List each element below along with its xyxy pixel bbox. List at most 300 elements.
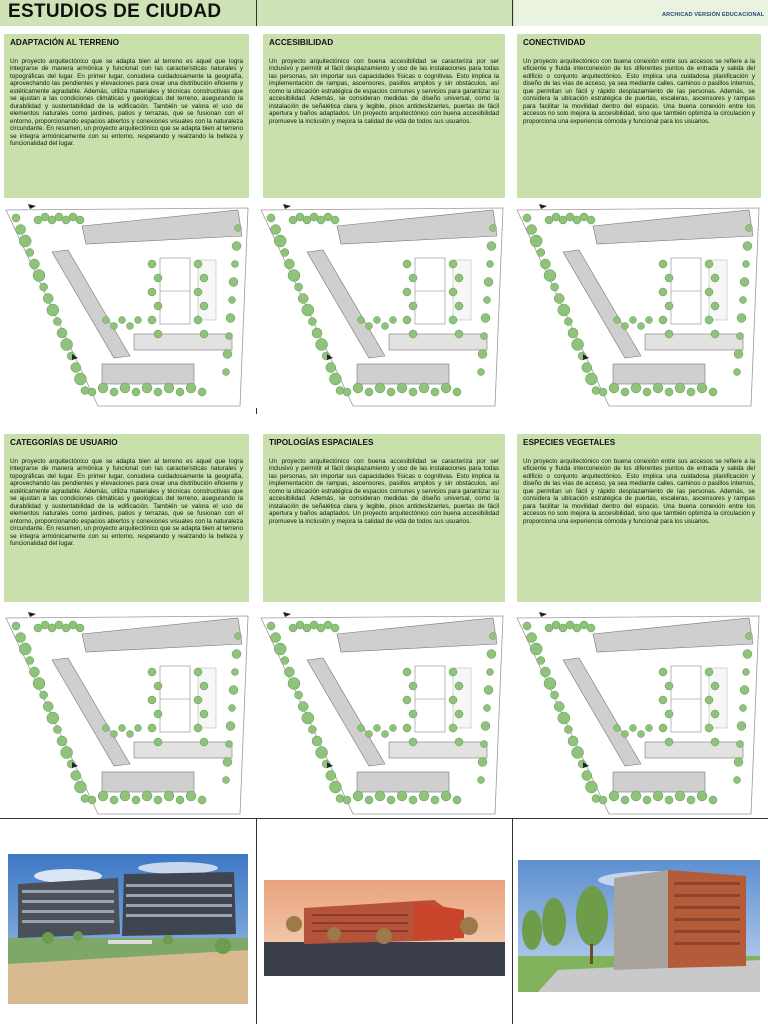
tree-icon	[326, 363, 336, 373]
tree-icon	[194, 316, 202, 324]
tree-icon	[409, 796, 417, 804]
tree-icon	[164, 791, 174, 801]
tree-icon	[554, 702, 564, 712]
site-plan	[2, 200, 252, 410]
tree-icon	[527, 633, 537, 643]
tree-icon	[734, 369, 741, 376]
tree-icon	[74, 781, 86, 793]
tree-icon	[119, 725, 126, 732]
tree-icon	[592, 795, 600, 803]
tree-icon	[16, 225, 26, 235]
tree-icon	[419, 383, 429, 393]
tree-icon	[135, 725, 142, 732]
tree-icon	[312, 328, 322, 338]
building-block	[134, 742, 232, 758]
tree-icon	[419, 791, 429, 801]
site-plan	[257, 200, 507, 410]
tree-icon	[316, 747, 328, 759]
tree-icon	[740, 278, 749, 287]
tree-icon	[336, 387, 344, 395]
tree-icon	[12, 214, 20, 222]
tree-icon	[154, 796, 162, 804]
tree-icon	[308, 726, 316, 734]
panel-title: TIPOLOGÍAS ESPACIALES	[269, 438, 374, 447]
tree-icon	[53, 726, 61, 734]
tree-icon	[33, 678, 45, 690]
tree-icon	[353, 383, 363, 393]
building-block	[102, 364, 194, 384]
tree-icon	[198, 388, 206, 396]
building-block	[134, 334, 232, 350]
tree-icon	[148, 260, 156, 268]
tree-icon	[288, 270, 300, 282]
tree-icon	[403, 288, 411, 296]
tree-icon	[232, 242, 241, 251]
tree-icon	[455, 274, 463, 282]
tree-icon	[186, 383, 196, 393]
tree-icon	[229, 278, 238, 287]
tree-icon	[653, 383, 663, 393]
tree-icon	[198, 796, 206, 804]
building-block	[389, 334, 487, 350]
tree-icon	[737, 333, 744, 340]
site-plan	[257, 608, 507, 818]
north-arrow-icon	[283, 204, 291, 209]
row-divider	[0, 818, 768, 819]
tree-icon	[148, 316, 156, 324]
tree-icon	[329, 373, 341, 385]
panel-title: ADAPTACIÓN AL TERRENO	[10, 38, 120, 47]
tree-icon	[148, 288, 156, 296]
tree-icon	[711, 302, 719, 310]
tree-icon	[630, 317, 637, 324]
tree-icon	[665, 274, 673, 282]
tree-icon	[409, 682, 417, 690]
render-housing-blocks	[8, 854, 248, 1004]
tree-icon	[81, 795, 89, 803]
tree-icon	[631, 383, 641, 393]
panel-accesibilidad	[263, 34, 505, 198]
tree-icon	[441, 383, 451, 393]
building-block	[102, 772, 194, 792]
column-divider	[512, 818, 513, 1024]
tree-icon	[582, 771, 592, 781]
tree-icon	[564, 318, 572, 326]
tree-icon	[223, 758, 232, 767]
tree-icon	[40, 283, 48, 291]
panel-adaptacion	[4, 34, 249, 198]
tree-icon	[343, 796, 351, 804]
tree-icon	[119, 317, 126, 324]
tree-icon	[132, 796, 140, 804]
building-block	[645, 742, 743, 758]
tree-icon	[431, 388, 439, 396]
tree-icon	[409, 388, 417, 396]
tree-icon	[312, 736, 322, 746]
tree-icon	[551, 691, 559, 699]
tree-icon	[631, 791, 641, 801]
tree-icon	[298, 294, 308, 304]
edition-label: ARCHICAD VERSIÓN EDUCACIONAL	[662, 12, 765, 18]
tree-icon	[148, 668, 156, 676]
tree-icon	[329, 781, 341, 793]
tree-icon	[659, 696, 667, 704]
tree-icon	[26, 657, 34, 665]
tree-icon	[587, 216, 595, 224]
tree-icon	[235, 633, 242, 640]
tree-icon	[409, 710, 417, 718]
tree-icon	[646, 317, 653, 324]
tree-icon	[382, 731, 389, 738]
tree-icon	[390, 725, 397, 732]
north-arrow-icon	[539, 612, 547, 617]
tree-icon	[81, 387, 89, 395]
tree-icon	[558, 304, 570, 316]
panel-title: ACCESIBILIDAD	[269, 38, 334, 47]
tree-icon	[403, 696, 411, 704]
render-facade-building	[518, 860, 760, 992]
tree-icon	[271, 633, 281, 643]
tree-icon	[308, 318, 316, 326]
tree-icon	[705, 260, 713, 268]
panel-especies	[517, 434, 761, 602]
tree-icon	[47, 304, 59, 316]
tree-icon	[540, 667, 550, 677]
tree-icon	[481, 741, 488, 748]
tree-icon	[740, 705, 747, 712]
tree-icon	[621, 796, 629, 804]
render-red-building	[264, 880, 505, 976]
tree-icon	[200, 738, 208, 746]
tree-icon	[19, 235, 31, 247]
tree-icon	[200, 274, 208, 282]
tree-icon	[111, 323, 118, 330]
tree-icon	[687, 796, 695, 804]
tree-icon	[675, 383, 685, 393]
tree-icon	[403, 260, 411, 268]
tree-icon	[57, 328, 67, 338]
tree-icon	[382, 323, 389, 330]
tree-icon	[226, 314, 235, 323]
tree-icon	[481, 333, 488, 340]
tree-icon	[643, 796, 651, 804]
tree-icon	[154, 330, 162, 338]
tree-icon	[621, 388, 629, 396]
panel-conectividad	[517, 34, 761, 198]
tree-icon	[453, 388, 461, 396]
tree-icon	[622, 323, 629, 330]
site-plan	[513, 608, 763, 818]
tree-icon	[61, 747, 73, 759]
tree-icon	[76, 624, 84, 632]
tree-icon	[737, 741, 744, 748]
tree-icon	[544, 678, 556, 690]
tree-icon	[455, 330, 463, 338]
tree-icon	[98, 791, 108, 801]
tree-icon	[229, 686, 238, 695]
tree-icon	[403, 724, 411, 732]
tree-icon	[743, 242, 752, 251]
tree-icon	[154, 738, 162, 746]
tree-icon	[387, 388, 395, 396]
tree-icon	[409, 302, 417, 310]
tree-icon	[659, 288, 667, 296]
tree-icon	[326, 771, 336, 781]
tree-icon	[29, 259, 39, 269]
tree-icon	[284, 667, 294, 677]
tree-icon	[455, 682, 463, 690]
tree-icon	[481, 722, 490, 731]
tree-icon	[331, 216, 339, 224]
tree-icon	[57, 736, 67, 746]
tree-icon	[194, 724, 202, 732]
tree-icon	[441, 791, 451, 801]
tree-icon	[343, 388, 351, 396]
tree-icon	[609, 791, 619, 801]
tree-icon	[88, 388, 96, 396]
tree-icon	[630, 725, 637, 732]
tree-icon	[659, 668, 667, 676]
tree-icon	[366, 323, 373, 330]
tree-icon	[61, 339, 73, 351]
tree-icon	[176, 388, 184, 396]
tree-icon	[403, 316, 411, 324]
tree-icon	[487, 261, 494, 268]
tree-icon	[665, 388, 673, 396]
tree-icon	[226, 741, 233, 748]
tree-icon	[705, 696, 713, 704]
tree-icon	[537, 657, 545, 665]
tree-icon	[387, 796, 395, 804]
tree-icon	[705, 316, 713, 324]
tree-icon	[455, 738, 463, 746]
tree-icon	[71, 771, 81, 781]
tree-icon	[274, 643, 286, 655]
tree-icon	[365, 796, 373, 804]
tree-icon	[148, 696, 156, 704]
tree-icon	[737, 722, 746, 731]
tree-icon	[449, 724, 457, 732]
tree-icon	[659, 260, 667, 268]
tree-icon	[484, 297, 491, 304]
tree-icon	[148, 724, 156, 732]
tree-icon	[530, 643, 542, 655]
tree-icon	[643, 388, 651, 396]
tree-icon	[232, 650, 241, 659]
tree-icon	[478, 350, 487, 359]
tree-icon	[734, 777, 741, 784]
tree-icon	[585, 781, 597, 793]
tree-icon	[711, 738, 719, 746]
tree-icon	[43, 702, 53, 712]
tree-icon	[19, 643, 31, 655]
tree-icon	[194, 696, 202, 704]
tree-icon	[74, 373, 86, 385]
tree-icon	[558, 712, 570, 724]
tree-icon	[490, 225, 497, 232]
tree-icon	[638, 323, 645, 330]
tree-icon	[47, 712, 59, 724]
tree-icon	[665, 738, 673, 746]
tree-icon	[449, 696, 457, 704]
tree-icon	[284, 259, 294, 269]
tree-icon	[43, 294, 53, 304]
tree-icon	[659, 724, 667, 732]
tree-icon	[390, 317, 397, 324]
tree-icon	[295, 283, 303, 291]
tree-icon	[622, 731, 629, 738]
tree-icon	[697, 383, 707, 393]
tree-icon	[164, 383, 174, 393]
panel-text: Un proyecto arquitectónico con buena conexión entre sus accesos se refiere a la eficiente y fluida interconexión de los diferentes puntos de entrada y salida del edificio o conjunto arquitectónico. Esto implica una cuidadosa planificación y diseño de las vías de acceso, ya sea mediante calles, caminos o pasillos internos, que permitan un fácil y rápido desplazamiento de las personas. Además, se considera la ubicación estratégica de puertas, escaleras, ascensores y rampas para facilitar la movilidad dentro del espacio. Una buena conexión entre los accesos no solo mejora la accesibilidad, sino que también optimiza la circulación y proporciona una experiencia cómoda y funcional para los usuarios.	[523, 458, 755, 525]
column-divider	[256, 818, 257, 1024]
tree-icon	[154, 302, 162, 310]
tree-icon	[154, 274, 162, 282]
tree-icon	[646, 725, 653, 732]
tree-icon	[374, 725, 381, 732]
tree-icon	[403, 668, 411, 676]
tree-icon	[659, 316, 667, 324]
tree-icon	[288, 678, 300, 690]
panel-text: Un proyecto arquitectónico que se adapta bien al terreno es aquel que logra integrarse de manera armónica y funcional con las características naturales y topográficas del lugar. En primer lugar, considera cuidadosamente la geografía, aprovechando las pendientes y elevaciones para crear una distribución eficiente y estéticamente agradable. Además, utiliza materiales y técnicas constructivas que se ajustan a las condiciones climáticas y geológicas del terreno, asegurando la durabilidad y sustentabilidad de la edificación. También se valora el uso de elementos naturales como jardines, patios y terrazas, que se fusionan con el entorno, proporcionando espacios abiertos y conexiones visuales con la naturaleza circundante. En resumen, un proyecto arquitectónico que se adapta bien al terreno se integra armónicamente con su entorno, respetando y realzando la belleza y funcionalidad del lugar.	[10, 458, 243, 547]
tree-icon	[431, 796, 439, 804]
tree-icon	[16, 633, 26, 643]
tree-icon	[746, 633, 753, 640]
site-plan	[2, 608, 252, 818]
panel-tipologias	[263, 434, 505, 602]
tree-icon	[687, 388, 695, 396]
tree-icon	[176, 796, 184, 804]
tree-icon	[582, 363, 592, 373]
tree-icon	[705, 668, 713, 676]
tree-icon	[142, 383, 152, 393]
tree-icon	[568, 328, 578, 338]
panel-title: ESPECIES VEGETALES	[523, 438, 616, 447]
tree-icon	[572, 339, 584, 351]
tree-icon	[397, 383, 407, 393]
tree-icon	[365, 388, 373, 396]
tree-icon	[200, 302, 208, 310]
tree-icon	[564, 726, 572, 734]
column-divider	[512, 0, 513, 26]
tree-icon	[154, 388, 162, 396]
tree-icon	[484, 686, 493, 695]
tree-icon	[527, 225, 537, 235]
tree-icon	[455, 302, 463, 310]
building-block	[357, 772, 449, 792]
tree-icon	[33, 270, 45, 282]
tree-icon	[132, 388, 140, 396]
tree-icon	[226, 722, 235, 731]
tree-icon	[232, 261, 239, 268]
tree-icon	[12, 622, 20, 630]
tree-icon	[267, 622, 275, 630]
tree-icon	[316, 339, 328, 351]
tree-icon	[487, 669, 494, 676]
tree-icon	[281, 657, 289, 665]
tree-icon	[194, 260, 202, 268]
tree-icon	[665, 682, 673, 690]
panel-text: Un proyecto arquitectónico con buena accesibilidad se caracteriza por ser inclusivo y permitir el fácil desplazamiento y uso de las instalaciones para todas las personas, sin importar sus capacidades físicas o cognitivas. Esto implica la implementación de rampas, ascensores, pasillos amplios y sin obstáculos, así como la ubicación estratégica de espacios comunes y servicios para garantizar su accesibilidad. Además, se consideran medidas de diseño universal, como la instalación de señalética clara y legible, pisos antideslizantes, puertas de fácil apertura y baños adaptados. Un proyecto arquitectónico con buena accesibilidad promueve la inclusión y mejora la calidad de vida de todos sus usuarios.	[269, 58, 499, 125]
tree-icon	[281, 249, 289, 257]
tree-icon	[530, 235, 542, 247]
panel-text: Un proyecto arquitectónico con buena accesibilidad se caracteriza por ser inclusivo y permitir el fácil desplazamiento y uso de las instalaciones para todas las personas, sin importar sus capacidades físicas o cognitivas. Esto implica la implementación de rampas, ascensores, pasillos amplios y sin obstáculos, así como la ubicación estratégica de espacios comunes y servicios para garantizar su accesibilidad. Además, se consideran medidas de diseño universal, como la instalación de señalética clara y legible, pisos antideslizantes, puertas de fácil apertura y baños adaptados. Un proyecto arquitectónico con buena accesibilidad promueve la inclusión y mejora la calidad de vida de todos sus usuarios.	[269, 458, 499, 525]
building-block	[389, 742, 487, 758]
tree-icon	[295, 691, 303, 699]
tree-icon	[142, 791, 152, 801]
tree-icon	[587, 624, 595, 632]
tree-icon	[103, 725, 110, 732]
tree-icon	[478, 758, 487, 767]
north-arrow-icon	[283, 612, 291, 617]
tree-icon	[226, 333, 233, 340]
tree-icon	[599, 796, 607, 804]
tree-icon	[302, 712, 314, 724]
tree-icon	[449, 316, 457, 324]
tree-icon	[554, 294, 564, 304]
tree-icon	[271, 225, 281, 235]
tree-icon	[614, 317, 621, 324]
tree-icon	[523, 214, 531, 222]
tree-icon	[110, 388, 118, 396]
tree-icon	[336, 795, 344, 803]
tree-icon	[453, 796, 461, 804]
tree-icon	[200, 330, 208, 338]
panel-text: Un proyecto arquitectónico con buena conexión entre sus accesos se refiere a la eficiente y fluida interconexión de los diferentes puntos de entrada y salida del edificio o conjunto arquitectónico. Esto implica una cuidadosa planificación y diseño de las vías de acceso, ya sea mediante calles, caminos o pasillos internos, que permitan un fácil y rápido desplazamiento de las personas. Además, se considera la ubicación estratégica de puertas, escaleras, ascensores y rampas para facilitar la movilidad dentro del espacio. Una buena conexión entre los accesos no solo mejora la accesibilidad, sino que también optimiza la circulación y proporciona una experiencia cómoda y funcional para los usuarios.	[523, 58, 755, 125]
tree-icon	[409, 330, 417, 338]
tree-icon	[484, 705, 491, 712]
tree-icon	[592, 387, 600, 395]
tree-icon	[740, 297, 747, 304]
tree-icon	[135, 317, 142, 324]
tree-icon	[53, 318, 61, 326]
tree-icon	[232, 669, 239, 676]
tree-icon	[487, 242, 496, 251]
tree-icon	[375, 791, 385, 801]
tree-icon	[743, 650, 752, 659]
tree-icon	[127, 731, 134, 738]
tree-icon	[523, 622, 531, 630]
tree-icon	[481, 314, 490, 323]
building-block	[613, 772, 705, 792]
north-arrow-icon	[539, 204, 547, 209]
tree-icon	[374, 317, 381, 324]
tree-icon	[194, 288, 202, 296]
tree-icon	[743, 261, 750, 268]
tree-icon	[711, 330, 719, 338]
tree-icon	[599, 388, 607, 396]
tree-icon	[40, 691, 48, 699]
tree-icon	[705, 288, 713, 296]
tree-icon	[229, 705, 236, 712]
tree-icon	[98, 383, 108, 393]
tree-icon	[154, 710, 162, 718]
tree-icon	[711, 682, 719, 690]
tree-icon	[709, 796, 717, 804]
column-divider	[256, 0, 257, 26]
tree-icon	[455, 710, 463, 718]
building-block	[645, 334, 743, 350]
building-block	[357, 364, 449, 384]
tree-icon	[127, 323, 134, 330]
tree-icon	[734, 350, 743, 359]
tree-icon	[478, 777, 485, 784]
tree-icon	[544, 270, 556, 282]
tree-icon	[76, 216, 84, 224]
tree-icon	[675, 791, 685, 801]
tree-icon	[449, 668, 457, 676]
tree-icon	[235, 225, 242, 232]
